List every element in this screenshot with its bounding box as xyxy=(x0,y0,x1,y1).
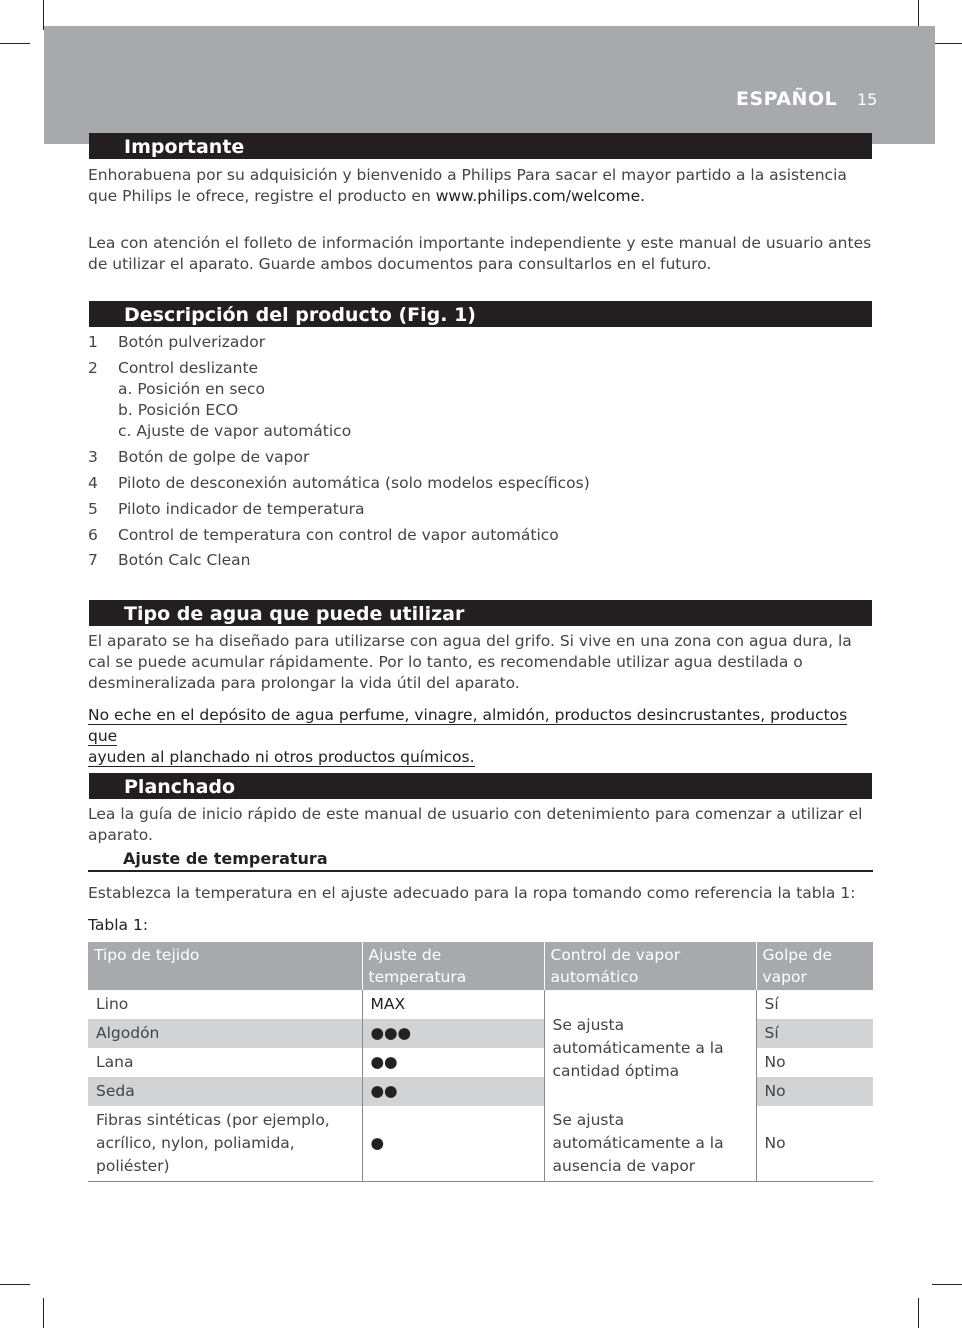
temperature-table xyxy=(88,942,873,1182)
steam-cell: Sí xyxy=(764,995,779,1013)
auto-control-cell: Se ajusta automáticamente a la cantidad óptima xyxy=(544,990,756,1106)
agua-paragraph: El aparato se ha diseñado para utilizarse con agua del grifo. Si vive en una zona con agua dura, la cal se puede acumular rápidamente. Por lo tanto, es recomendable utilizar agua destilada o desmineralizada para prolongar la vida útil del aparato. xyxy=(88,632,852,692)
table-row xyxy=(88,1106,873,1182)
crop-mark xyxy=(0,43,30,44)
fabric-cell: Lino xyxy=(88,990,362,1019)
temp-cell: ● xyxy=(362,1106,544,1182)
table-header-row xyxy=(88,942,873,990)
welcome-link[interactable]: www.philips.com/welcome. xyxy=(435,187,646,205)
table-header: Golpe de vapor xyxy=(756,942,873,990)
section-title-descripcion: Descripción del producto (Fig. 1) xyxy=(89,301,872,327)
section-title-importante: Importante xyxy=(89,133,872,159)
steam-cell: No xyxy=(756,1106,873,1182)
table-row xyxy=(88,990,873,1019)
table-row xyxy=(88,1048,873,1077)
table-header: Tipo de tejido xyxy=(88,942,362,990)
section-title-agua: Tipo de agua que puede utilizar xyxy=(89,600,872,626)
steam-cell: Sí xyxy=(756,1019,873,1048)
table-row xyxy=(88,1019,873,1048)
temp-cell: MAX xyxy=(362,990,544,1019)
fabric-cell: Algodón xyxy=(88,1019,362,1048)
temperature-paragraph: Establezca la temperatura en el ajuste adecuado para la ropa tomando como referencia la tabla 1: xyxy=(88,884,856,902)
language-label: ESPAÑOL xyxy=(736,88,838,110)
table-row xyxy=(88,1077,873,1106)
importante-paragraph-1: Enhorabuena por su adquisición y bienvenido a Philips Para sacar el mayor partido a la asistencia que Philips le ofrece, registre el producto en www.philips.com/welcome. xyxy=(88,166,847,205)
warning-text: No eche en el depósito de agua perfume, vinagre, almidón, productos desincrustantes, productos que ayuden al planchado ni otros productos químicos. xyxy=(88,706,848,766)
planchado-paragraph: Lea la guía de inicio rápido de este manual de usuario con detenimiento para comenzar a utilizar el aparato. xyxy=(88,805,863,844)
auto-control-cell: Se ajusta automáticamente a la ausencia de vapor xyxy=(544,1106,756,1182)
header-band xyxy=(44,26,935,144)
page-number: 15 xyxy=(857,90,878,109)
temp-cell: ●●● xyxy=(362,1019,544,1048)
crop-mark xyxy=(932,1284,962,1285)
table-header: Ajuste de temperatura xyxy=(362,942,544,990)
crop-mark xyxy=(0,1284,30,1285)
subsection-title: Ajuste de temperatura xyxy=(123,849,328,868)
crop-mark xyxy=(932,43,962,44)
temp-cell: ●● xyxy=(362,1077,544,1106)
section-title-planchado: Planchado xyxy=(89,773,872,799)
fabric-cell: Lana xyxy=(88,1048,362,1077)
table-caption: Tabla 1: xyxy=(88,916,149,934)
table-header: Control de vapor automático xyxy=(544,942,756,990)
steam-cell: No xyxy=(756,1077,873,1106)
crop-mark xyxy=(918,1298,919,1328)
crop-mark xyxy=(43,1298,44,1328)
fabric-cell: Seda xyxy=(88,1077,362,1106)
fabric-cell: Fibras sintéticas (por ejemplo, acrílico, nylon, poliamida, poliéster) xyxy=(88,1106,362,1182)
temp-cell: ●● xyxy=(362,1048,544,1077)
importante-paragraph-2: Lea con atención el folleto de información importante independiente y este manual de usuario antes de utilizar el aparato. Guarde ambos documentos para consultarlos en el futuro. xyxy=(88,234,872,273)
subsection-heading xyxy=(88,846,873,872)
steam-cell: No xyxy=(764,1053,786,1071)
